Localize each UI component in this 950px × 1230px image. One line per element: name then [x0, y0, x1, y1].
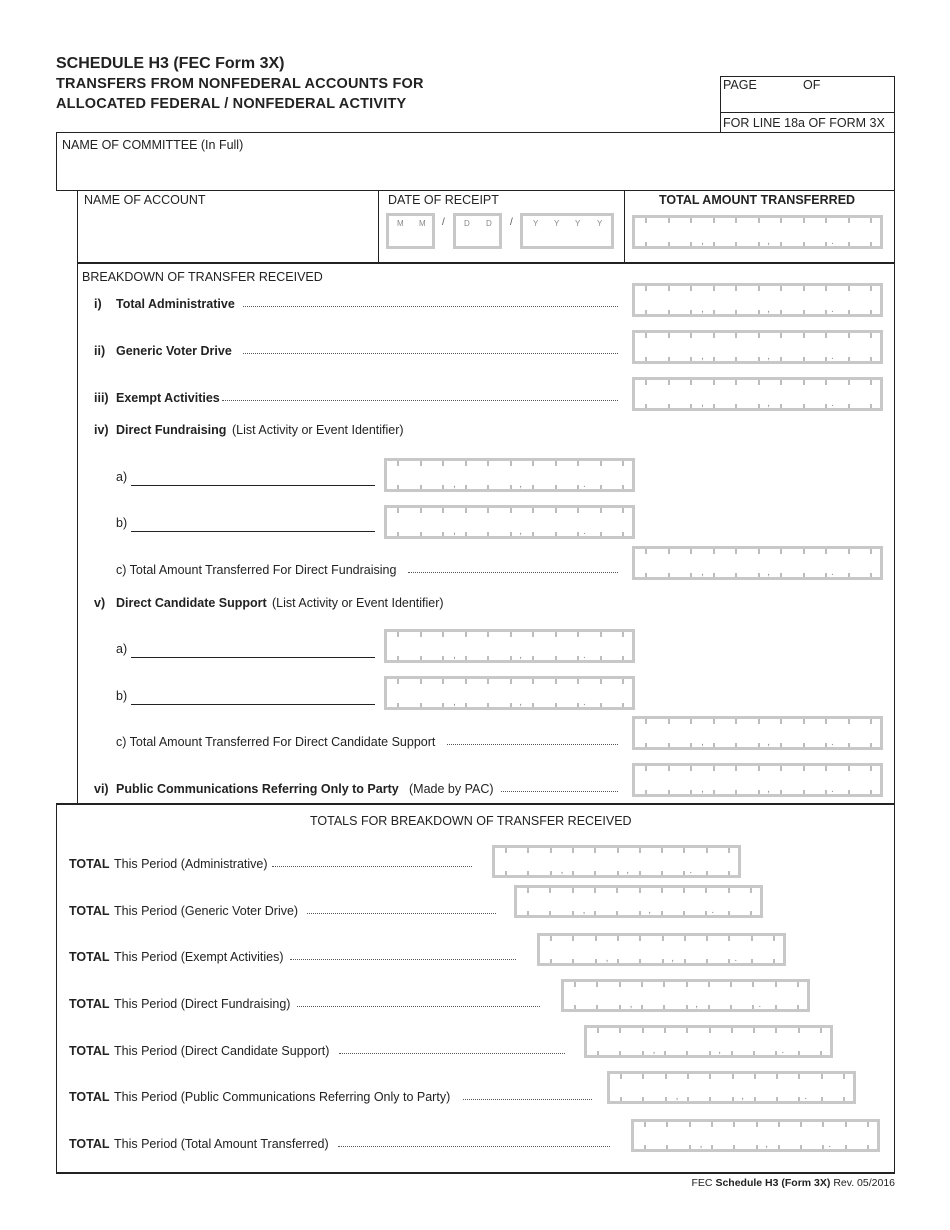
total-prefix: TOTAL [69, 904, 110, 918]
total-generic-voter-drive-field[interactable]: , , . [514, 885, 763, 918]
committee-name-label: NAME OF COMMITTEE (In Full) [62, 138, 244, 152]
date-month-field[interactable]: M M [386, 213, 435, 249]
direct-fundraising-label: Direct Fundraising [116, 423, 227, 437]
account-name-input[interactable] [84, 212, 372, 258]
total-direct-fundraising-label: This Period (Direct Fundraising) [114, 997, 291, 1011]
page-label: PAGE [723, 78, 757, 92]
total-administrative-label: This Period (Administrative) [114, 857, 268, 871]
breakdown-heading: BREAKDOWN OF TRANSFER RECEIVED [82, 270, 323, 284]
form-title-line2: ALLOCATED FEDERAL / NONFEDERAL ACTIVITY [56, 96, 407, 112]
total-direct-candidate-support-field[interactable]: , , . [584, 1025, 833, 1058]
account-name-label: NAME OF ACCOUNT [84, 193, 206, 207]
date-of-receipt-label: DATE OF RECEIPT [388, 193, 499, 207]
direct-fundraising-a-field[interactable]: , , . [384, 458, 635, 492]
total-total-amount-transferred-label: This Period (Total Amount Transferred) [114, 1137, 329, 1151]
direct-candidate-support-a-field[interactable]: , , . [384, 629, 635, 663]
total-prefix: TOTAL [69, 1137, 110, 1151]
total-direct-fundraising-field[interactable]: , , . [561, 979, 810, 1012]
public-communications-label: Public Communications Referring Only to Party [116, 782, 399, 796]
of-label: OF [803, 78, 821, 92]
direct-candidate-support-a-identifier-input[interactable] [131, 638, 375, 658]
total-prefix: TOTAL [69, 857, 110, 871]
total-public-communications-label: This Period (Public Communications Referring Only to Party) [114, 1090, 451, 1104]
direct-fundraising-total-field[interactable]: , , . [632, 546, 883, 580]
direct-fundraising-b-field[interactable]: , , . [384, 505, 635, 539]
total-generic-voter-drive-label: This Period (Generic Voter Drive) [114, 904, 299, 918]
total-prefix: TOTAL [69, 1090, 110, 1104]
exempt-activities-field[interactable]: , , . [632, 377, 883, 411]
date-day-field[interactable]: D D [453, 213, 502, 249]
total-prefix: TOTAL [69, 997, 110, 1011]
total-administrative-field[interactable]: , , . [492, 845, 741, 878]
total-administrative-label: Total Administrative [116, 297, 235, 311]
total-public-communications-field[interactable]: , , . [607, 1071, 856, 1104]
direct-candidate-support-note: (List Activity or Event Identifier) [272, 596, 444, 610]
form-title-line1: TRANSFERS FROM NONFEDERAL ACCOUNTS FOR [56, 76, 424, 92]
page-box [720, 76, 895, 133]
total-direct-candidate-support-label: This Period (Direct Candidate Support) [114, 1044, 330, 1058]
line-reference: FOR LINE 18a OF FORM 3X [723, 116, 885, 130]
total-prefix: TOTAL [69, 950, 110, 964]
total-amount-transferred-label: TOTAL AMOUNT TRANSFERRED [659, 193, 856, 207]
public-communications-field[interactable]: , , . [632, 763, 883, 797]
direct-fundraising-total-label: c) Total Amount Transferred For Direct Fundraising [116, 563, 397, 577]
total-amount-transferred-field[interactable]: , , . [632, 215, 883, 249]
direct-candidate-support-label: Direct Candidate Support [116, 596, 267, 610]
generic-voter-drive-field[interactable]: , , . [632, 330, 883, 364]
total-exempt-activities-label: This Period (Exempt Activities) [114, 950, 284, 964]
direct-fundraising-a-identifier-input[interactable] [131, 466, 375, 486]
totals-heading: TOTALS FOR BREAKDOWN OF TRANSFER RECEIVED [310, 814, 632, 828]
total-exempt-activities-field[interactable]: , , . [537, 933, 786, 966]
direct-candidate-support-b-identifier-input[interactable] [131, 685, 375, 705]
committee-name-input[interactable] [62, 155, 888, 185]
date-year-field[interactable]: Y Y Y Y [520, 213, 614, 249]
direct-candidate-support-b-field[interactable]: , , . [384, 676, 635, 710]
generic-voter-drive-label: Generic Voter Drive [116, 344, 232, 358]
public-communications-note: (Made by PAC) [409, 782, 494, 796]
direct-fundraising-note: (List Activity or Event Identifier) [232, 423, 404, 437]
total-total-amount-transferred-field[interactable]: , , . [631, 1119, 880, 1152]
direct-candidate-support-total-label: c) Total Amount Transferred For Direct Candidate Support [116, 735, 436, 749]
direct-candidate-support-total-field[interactable]: , , . [632, 716, 883, 750]
form-footer: FEC Schedule H3 (Form 3X) Rev. 05/2016 [691, 1177, 895, 1189]
total-administrative-field[interactable]: , , . [632, 283, 883, 317]
direct-fundraising-b-identifier-input[interactable] [131, 512, 375, 532]
exempt-activities-label: Exempt Activities [116, 391, 220, 405]
total-prefix: TOTAL [69, 1044, 110, 1058]
schedule-title: SCHEDULE H3 (FEC Form 3X) [56, 55, 285, 72]
